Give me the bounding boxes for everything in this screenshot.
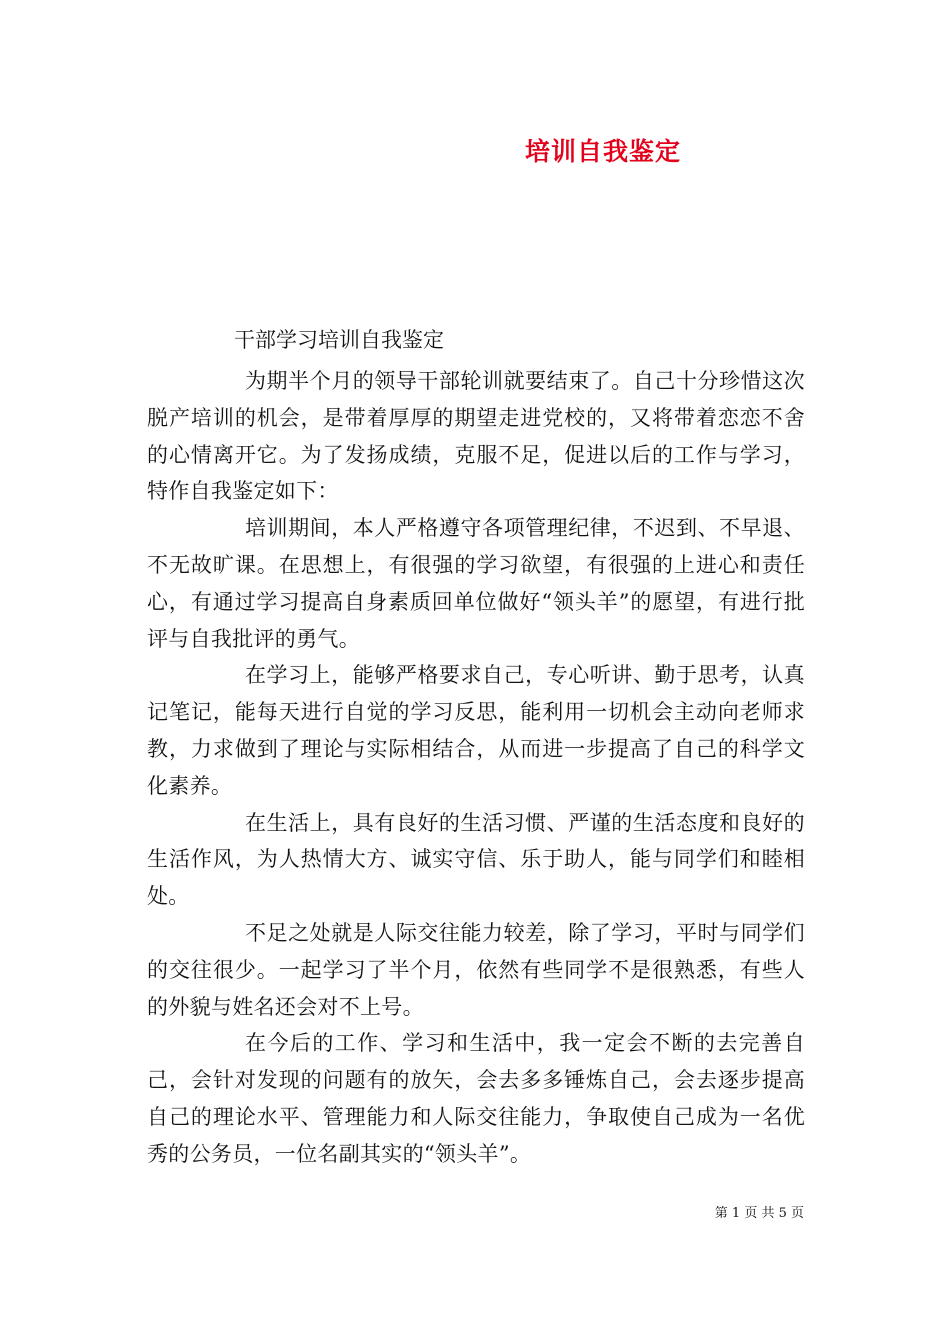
document-body (147, 363, 805, 1173)
paragraph-shortcomings: 不足之处就是人际交往能力较差，除了学习，平时与同学们的交往很少。一起学习了半个月，依然有些同学不是很熟悉，有些人的外貌与姓名还会对不上号。 (147, 920, 805, 1019)
document-subtitle: 干部学习培训自我鉴定 (234, 328, 444, 352)
paragraph-discipline: 培训期间，本人严格遵守各项管理纪律，不迟到、不早退、不无故旷课。在思想上，有很强的学习欲望，有很强的上进心和责任心，有通过学习提高自身素质回单位做好“领头羊”的愿望，有进行批评与自我批评的勇气。 (147, 516, 805, 651)
page-number: 第 1 页 共 5 页 (714, 1206, 804, 1221)
document-title: 培训自我鉴定 (524, 137, 681, 166)
paragraph-study: 在学习上，能够严格要求自己，专心听讲、勤于思考，认真记笔记，能每天进行自觉的学习反思，能利用一切机会主动向老师求教，力求做到了理论与实际相结合，从而进一步提高了自己的科学文化素养。 (147, 663, 805, 798)
paragraph-future: 在今后的工作、学习和生活中，我一定会不断的去完善自己，会针对发现的问题有的放矢，会去多多锤炼自己，会去逐步提高自己的理论水平、管理能力和人际交往能力，争取使自己成为一名优秀的公务员，一位名副其实的“领头羊”。 (147, 1031, 805, 1166)
paragraph-life: 在生活上，具有良好的生活习惯、严谨的生活态度和良好的生活作风，为人热情大方、诚实守信、乐于助人，能与同学们和睦相处。 (147, 810, 805, 909)
paragraph-intro: 为期半个月的领导干部轮训就要结束了。自己十分珍惜这次脱产培训的机会，是带着厚厚的期望走进党校的，又将带着恋恋不舍的心情离开它。为了发扬成绩，克服不足，促进以后的工作与学习，特作自我鉴定如下： (147, 369, 805, 504)
